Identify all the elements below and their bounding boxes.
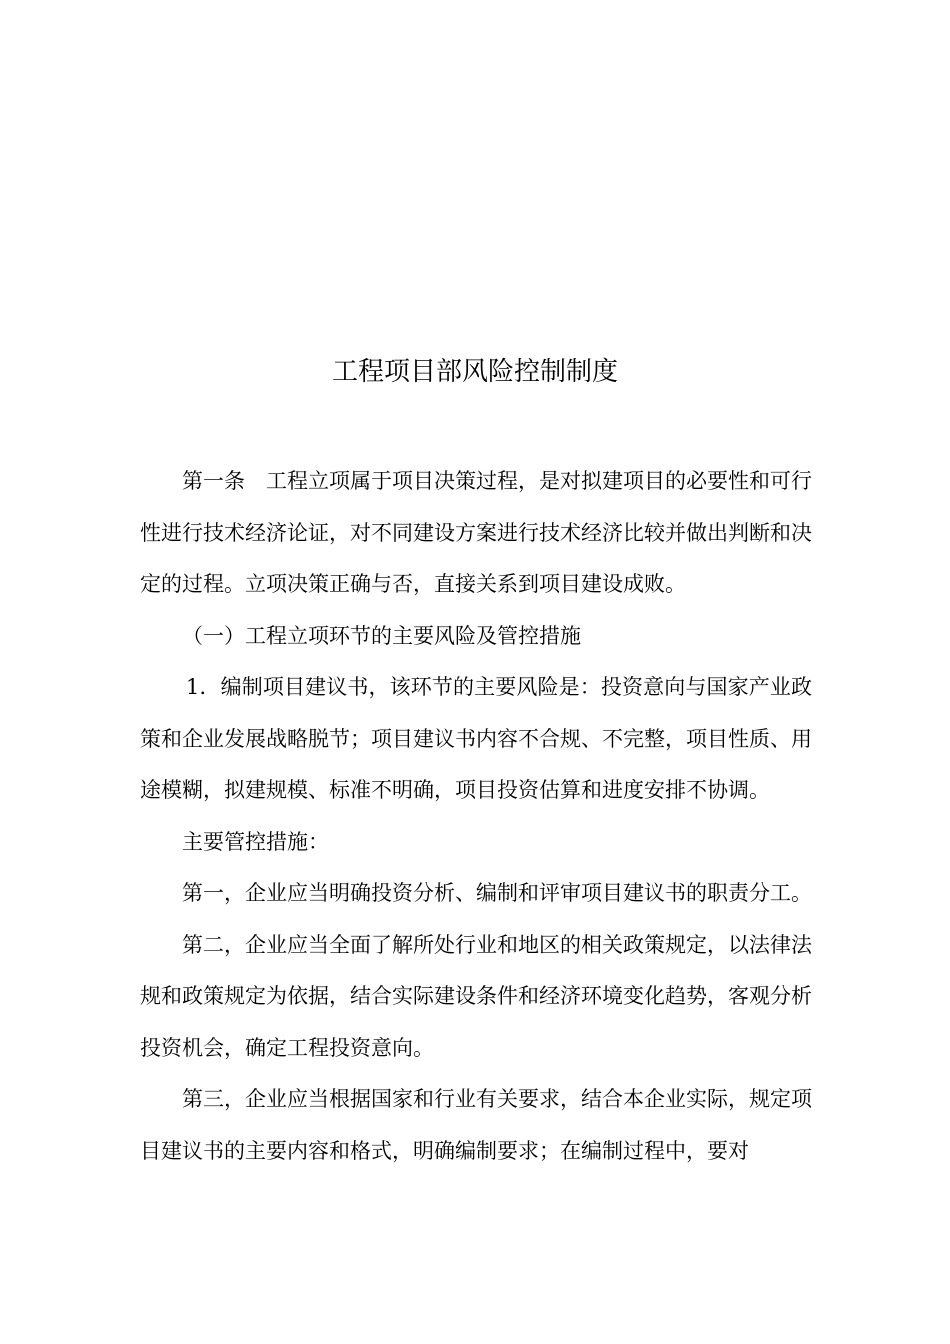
paragraph-measures-heading: 主要管控措施： (182, 829, 329, 854)
paragraph-section-heading: （一）工程立项环节的主要风险及管控措施 (182, 623, 581, 648)
paragraph-measure-third: 第三，企业应当根据国家和行业有关要求，结合本企业实际，规定项目建议书的主要内容和格式，明确编制要求；在编制过程中，要对 (140, 1087, 812, 1163)
paragraph-article-one: 第一条 工程立项属于项目决策过程，是对拟建项目的必要性和可行性进行技术经济论证，对不同建设方案进行技术经济比较并做出判断和决定的过程。立项决策正确与否，直接关系到项目建设成败。 (140, 469, 812, 596)
document-body (140, 456, 812, 1177)
paragraph-item-one: 1．编制项目建议书，该环节的主要风险是：投资意向与国家产业政策和企业发展战略脱节；项目建议书内容不合规、不完整，项目性质、用途模糊，拟建规模、标准不明确，项目投资估算和进度安排不协调。 (140, 675, 812, 802)
paragraph-measure-second: 第二，企业应当全面了解所处行业和地区的相关政策规定，以法律法规和政策规定为依据，结合实际建设条件和经济环境变化趋势，客观分析投资机会，确定工程投资意向。 (140, 932, 812, 1060)
document-title: 工程项目部风险控制制度 (331, 357, 618, 387)
paragraph-measure-first: 第一，企业应当明确投资分析、编制和评审项目建议书的职责分工。 (182, 881, 812, 905)
